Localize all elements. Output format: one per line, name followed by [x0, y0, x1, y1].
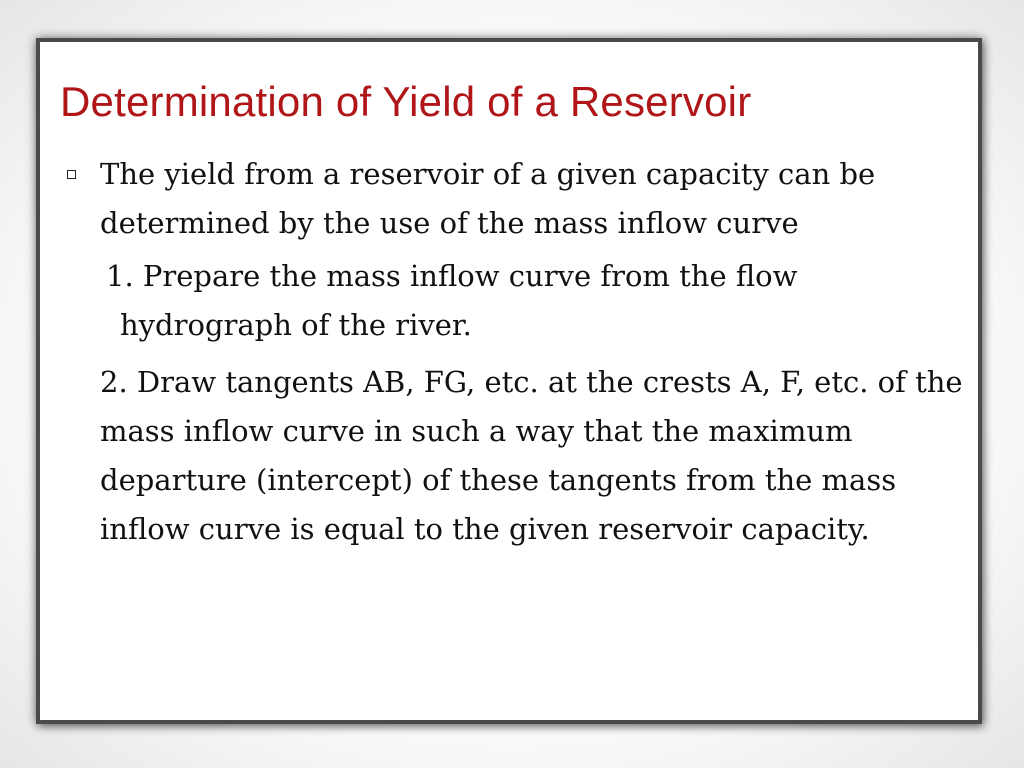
slide-frame	[36, 38, 982, 724]
step-1	[100, 252, 970, 350]
step-1-line-1: 1. Prepare the mass inflow curve from the flow	[106, 259, 798, 293]
square-bullet-icon	[67, 170, 76, 179]
slide-title: Determination of Yield of a Reservoir	[60, 78, 752, 125]
main-bullet-text: The yield from a reservoir of a given capacity can be determined by the use of the mass inflow curve	[100, 157, 876, 240]
step-2-text: 2. Draw tangents AB, FG, etc. at the crests A, F, etc. of the mass inflow curve in such a way that the maximum departure (intercept) of these tangents from the mass inflow curve is equal to the given reservoir capacity.	[100, 365, 963, 546]
step-1-line-2: hydrograph of the river.	[120, 308, 472, 342]
